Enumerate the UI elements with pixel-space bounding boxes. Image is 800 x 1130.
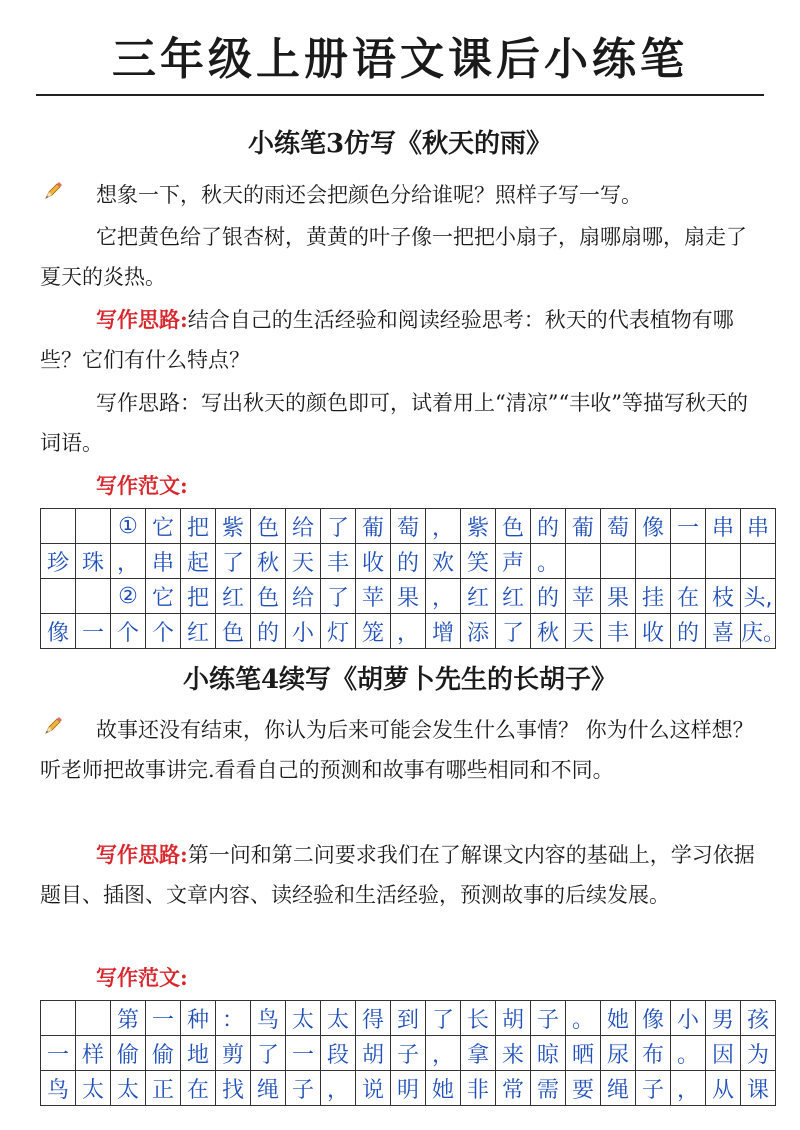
- grid-cell: 晒: [566, 1036, 601, 1071]
- grid-cell: 串: [146, 544, 181, 579]
- grid-cell: 晾: [531, 1036, 566, 1071]
- section1-prompt: 想象一下，秋天的雨还会把颜色分给谁呢？照样子写一写。: [96, 183, 642, 207]
- grid-cell: 找: [216, 1071, 251, 1106]
- grid-cell: ，: [426, 579, 461, 614]
- grid-cell: 苹: [566, 579, 601, 614]
- grid-cell: 果: [391, 579, 426, 614]
- grid-cell: 萄: [601, 509, 636, 544]
- grid-cell: [76, 579, 111, 614]
- grid-cell: 非: [461, 1071, 496, 1106]
- grid-cell: 收: [636, 614, 671, 649]
- grid-cell: 珠: [76, 544, 111, 579]
- grid-cell: 喜: [706, 614, 741, 649]
- grid-cell: 红: [181, 614, 216, 649]
- grid-cell: 珍: [41, 544, 76, 579]
- grid-cell: [41, 579, 76, 614]
- grid-cell: [41, 1001, 76, 1036]
- grid-cell: 明: [391, 1071, 426, 1106]
- grid-cell: 庆。: [741, 614, 776, 649]
- section2-idea-text: 第一问和第二问要求我们在了解课文内容的基础上，学习依据题目、插图、文章内容、读经验和生活经验，预测故事的后续发展。: [40, 843, 755, 907]
- grid-cell: 子: [286, 1071, 321, 1106]
- grid-cell: 像: [636, 1001, 671, 1036]
- grid-cell: 天: [566, 614, 601, 649]
- grid-cell: 色: [496, 509, 531, 544]
- grid-cell: 胡: [356, 1036, 391, 1071]
- grid-cell: 在: [181, 1071, 216, 1106]
- grid-cell: ①: [111, 509, 146, 544]
- grid-cell: 段: [321, 1036, 356, 1071]
- grid-cell: 增: [426, 614, 461, 649]
- grid-cell: 她: [601, 1001, 636, 1036]
- grid-cell: 布: [636, 1036, 671, 1071]
- section1-writing-grid: [40, 508, 786, 649]
- section2-idea: [40, 835, 762, 915]
- grid-cell: ：: [216, 1001, 251, 1036]
- grid-cell: 起: [181, 544, 216, 579]
- grid-cell: 色: [216, 614, 251, 649]
- grid-cell: 果: [601, 579, 636, 614]
- grid-cell: 。: [531, 544, 566, 579]
- grid-cell: 胡: [496, 1001, 531, 1036]
- grid-cell: 的: [251, 614, 286, 649]
- grid-cell: 种: [181, 1001, 216, 1036]
- grid-cell: [671, 544, 706, 579]
- grid-cell: ，: [391, 614, 426, 649]
- grid-cell: ，: [111, 544, 146, 579]
- grid-cell: 了: [321, 579, 356, 614]
- grid-cell: ，: [321, 1071, 356, 1106]
- section2-sample-label: 写作范文:: [96, 965, 188, 990]
- grid-cell: 丰: [321, 544, 356, 579]
- grid-cell: 的: [671, 614, 706, 649]
- section2-prompt: 故事还没有结束，你认为后来可能会发生什么事情？ 你为什么这样想？听老师把故事讲完.看看自己的预测和故事有哪些相同和不同。: [40, 718, 754, 782]
- grid-cell: 给: [286, 509, 321, 544]
- grid-cell: 紫: [216, 509, 251, 544]
- grid-cell: 说: [356, 1071, 391, 1106]
- grid-cell: 绳: [251, 1071, 286, 1106]
- grid-cell: 。: [566, 1001, 601, 1036]
- section1-heading: 小练笔3仿写《秋天的雨》: [247, 129, 553, 159]
- grid-cell: 像: [636, 509, 671, 544]
- grid-cell: 紫: [461, 509, 496, 544]
- section1-idea-text: 结合自己的生活经验和阅读经验思考：秋天的代表植物有哪些？它们有什么特点？: [40, 308, 734, 372]
- grid-cell: 偷: [111, 1036, 146, 1071]
- grid-cell: 个: [146, 614, 181, 649]
- section1-idea: [40, 300, 762, 380]
- grid-cell: ②: [111, 579, 146, 614]
- grid-cell: ，: [426, 1036, 461, 1071]
- grid-cell: 绳: [601, 1071, 636, 1106]
- section1-idea2: 写作思路：写出秋天的颜色即可，试着用上“清凉”“丰收”等描写秋天的词语。: [40, 391, 748, 455]
- grid-row: [41, 579, 776, 614]
- grid-cell: 了: [216, 544, 251, 579]
- grid-cell: 声: [496, 544, 531, 579]
- grid-cell: 常: [496, 1071, 531, 1106]
- grid-cell: 个: [111, 614, 146, 649]
- grid-cell: 子: [391, 1036, 426, 1071]
- grid-cell: 的: [531, 509, 566, 544]
- grid-cell: 一: [41, 1036, 76, 1071]
- grid-cell: 为: [741, 1036, 776, 1071]
- grid-cell: 因: [706, 1036, 741, 1071]
- grid-cell: 的: [391, 544, 426, 579]
- grid-cell: 串: [706, 509, 741, 544]
- grid-cell: 鸟: [251, 1001, 286, 1036]
- section1-example: 它把黄色给了银杏树，黄黄的叶子像一把把小扇子，扇哪扇哪，扇走了夏天的炎热。: [40, 225, 747, 289]
- grid-cell: 需: [531, 1071, 566, 1106]
- section2-writing-grid: [40, 1000, 776, 1106]
- grid-row: [41, 1036, 776, 1071]
- grid-cell: 在: [671, 579, 706, 614]
- grid-cell: 色: [251, 509, 286, 544]
- grid-cell: 它: [146, 579, 181, 614]
- grid-cell: 添: [461, 614, 496, 649]
- grid-cell: 一: [286, 1036, 321, 1071]
- grid-cell: 鸟: [41, 1071, 76, 1106]
- grid-cell: 给: [286, 579, 321, 614]
- grid-cell: 一: [76, 614, 111, 649]
- grid-cell: 子: [636, 1071, 671, 1106]
- grid-cell: 太: [111, 1071, 146, 1106]
- grid-cell: 头,: [741, 579, 776, 614]
- grid-cell: [76, 1001, 111, 1036]
- grid-cell: 子: [531, 1001, 566, 1036]
- grid-cell: 太: [321, 1001, 356, 1036]
- grid-cell: 葡: [356, 509, 391, 544]
- grid-row: [41, 1071, 776, 1106]
- grid-cell: 课: [741, 1071, 776, 1106]
- section2-idea-label: 写作思路:: [96, 842, 188, 867]
- grid-cell: [601, 544, 636, 579]
- grid-cell: 长: [461, 1001, 496, 1036]
- grid-cell: 第: [111, 1001, 146, 1036]
- grid-cell: 葡: [566, 509, 601, 544]
- grid-row: [41, 544, 776, 579]
- grid-cell: 红: [216, 579, 251, 614]
- title-divider: [36, 94, 764, 96]
- grid-cell: 得: [356, 1001, 391, 1036]
- grid-cell: 秋: [251, 544, 286, 579]
- grid-cell: [636, 544, 671, 579]
- grid-cell: 到: [391, 1001, 426, 1036]
- section1-idea-label: 写作思路:: [96, 307, 188, 332]
- grid-cell: 样: [76, 1036, 111, 1071]
- grid-cell: [41, 509, 76, 544]
- grid-cell: 笑: [461, 544, 496, 579]
- grid-cell: ，: [426, 509, 461, 544]
- grid-cell: 天: [286, 544, 321, 579]
- grid-row: [41, 614, 776, 649]
- grid-cell: 男: [706, 1001, 741, 1036]
- grid-cell: 笼: [356, 614, 391, 649]
- grid-cell: 剪: [216, 1036, 251, 1071]
- grid-cell: 了: [426, 1001, 461, 1036]
- grid-cell: 收: [356, 544, 391, 579]
- section2-heading: 小练笔4续写《胡萝卜先生的长胡子》: [182, 665, 618, 695]
- grid-cell: 。: [671, 1036, 706, 1071]
- grid-cell: 小: [286, 614, 321, 649]
- grid-cell: 了: [496, 614, 531, 649]
- grid-cell: 太: [76, 1071, 111, 1106]
- grid-cell: 丰: [601, 614, 636, 649]
- grid-cell: 尿: [601, 1036, 636, 1071]
- page-title: 三年级上册语文课后小练笔: [112, 34, 688, 85]
- grid-cell: [741, 544, 776, 579]
- grid-row: [41, 509, 776, 544]
- grid-cell: 了: [321, 509, 356, 544]
- grid-cell: [706, 544, 741, 579]
- grid-cell: 孩: [741, 1001, 776, 1036]
- grid-cell: 拿: [461, 1036, 496, 1071]
- grid-cell: 把: [181, 579, 216, 614]
- grid-cell: 一: [146, 1001, 181, 1036]
- grid-cell: 了: [251, 1036, 286, 1071]
- grid-cell: 像: [41, 614, 76, 649]
- grid-cell: 红: [461, 579, 496, 614]
- grid-cell: 一: [671, 509, 706, 544]
- grid-cell: 她: [426, 1071, 461, 1106]
- grid-cell: [76, 509, 111, 544]
- grid-cell: 来: [496, 1036, 531, 1071]
- grid-cell: 灯: [321, 614, 356, 649]
- grid-row: [41, 1001, 776, 1036]
- grid-cell: 的: [531, 579, 566, 614]
- grid-cell: 要: [566, 1071, 601, 1106]
- grid-cell: 萄: [391, 509, 426, 544]
- grid-cell: 把: [181, 509, 216, 544]
- grid-cell: 偷: [146, 1036, 181, 1071]
- grid-cell: [566, 544, 601, 579]
- section1-sample-label: 写作范文:: [96, 473, 188, 498]
- grid-cell: 枝: [706, 579, 741, 614]
- grid-cell: ，: [671, 1071, 706, 1106]
- grid-cell: 从: [706, 1071, 741, 1106]
- grid-cell: 它: [146, 509, 181, 544]
- grid-cell: 挂: [636, 579, 671, 614]
- grid-cell: 欢: [426, 544, 461, 579]
- grid-cell: 串: [741, 509, 776, 544]
- grid-cell: 红: [496, 579, 531, 614]
- grid-cell: 秋: [531, 614, 566, 649]
- grid-cell: 正: [146, 1071, 181, 1106]
- grid-cell: 太: [286, 1001, 321, 1036]
- grid-cell: 苹: [356, 579, 391, 614]
- grid-cell: 色: [251, 579, 286, 614]
- grid-cell: 地: [181, 1036, 216, 1071]
- grid-cell: 小: [671, 1001, 706, 1036]
